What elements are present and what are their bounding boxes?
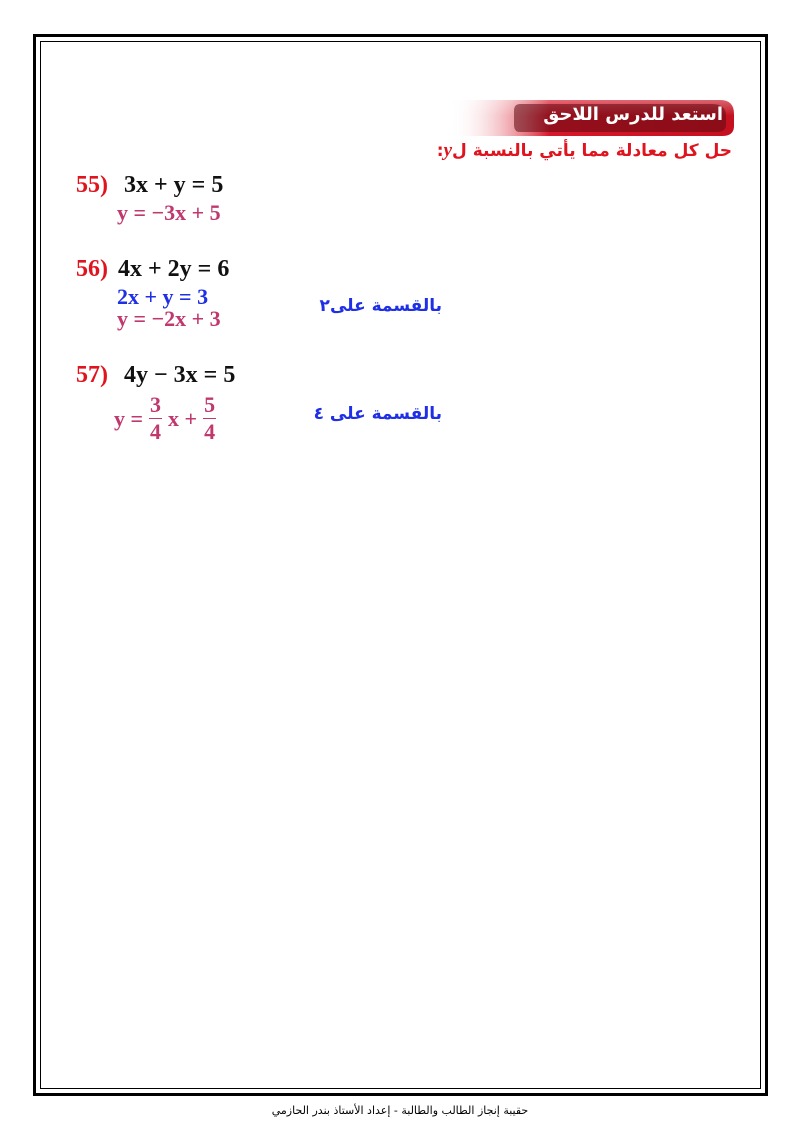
problem-56-equation: 4x + 2y = 6 <box>118 256 230 282</box>
instruction-suffix: : <box>436 141 444 161</box>
problem-57-solution <box>114 394 218 443</box>
fraction-denominator: 4 <box>150 419 162 444</box>
problem-56-solution: y = −2x + 3 <box>117 306 221 331</box>
problem-56-number: 56) <box>76 256 108 282</box>
page-footer: حقيبة إنجاز الطالب والطالبة - إعداد الأستاذ بندر الحازمي <box>271 1104 529 1117</box>
instruction-text <box>437 140 732 162</box>
section-banner <box>450 96 737 138</box>
problem-57-equation: 4y − 3x = 5 <box>124 362 236 388</box>
problem-57-note: بالقسمة على ٤ <box>313 404 442 424</box>
instruction-variable: y <box>443 140 453 161</box>
fraction-numerator: 3 <box>150 392 162 417</box>
problem-57-number: 57) <box>76 362 108 388</box>
instruction-prefix: حل كل معادلة مما يأتي بالنسبة ل <box>452 141 732 161</box>
problem-56-note: بالقسمة على٢ <box>319 296 442 316</box>
problem-56-step-1: 2x + y = 3 <box>117 284 209 309</box>
solution-lhs: y = <box>114 405 144 431</box>
banner-title: استعد للدرس اللاحق <box>543 104 723 125</box>
problem-55-equation: 3x + y = 5 <box>124 172 224 198</box>
solution-middle: x + <box>168 405 198 431</box>
fraction-numerator: 5 <box>204 392 216 417</box>
fraction-three-quarters <box>149 394 162 443</box>
problem-55-solution: y = −3x + 5 <box>117 200 221 225</box>
problem-55-number: 55) <box>76 172 108 198</box>
fraction-five-quarters <box>203 394 216 443</box>
fraction-denominator: 4 <box>204 419 216 444</box>
